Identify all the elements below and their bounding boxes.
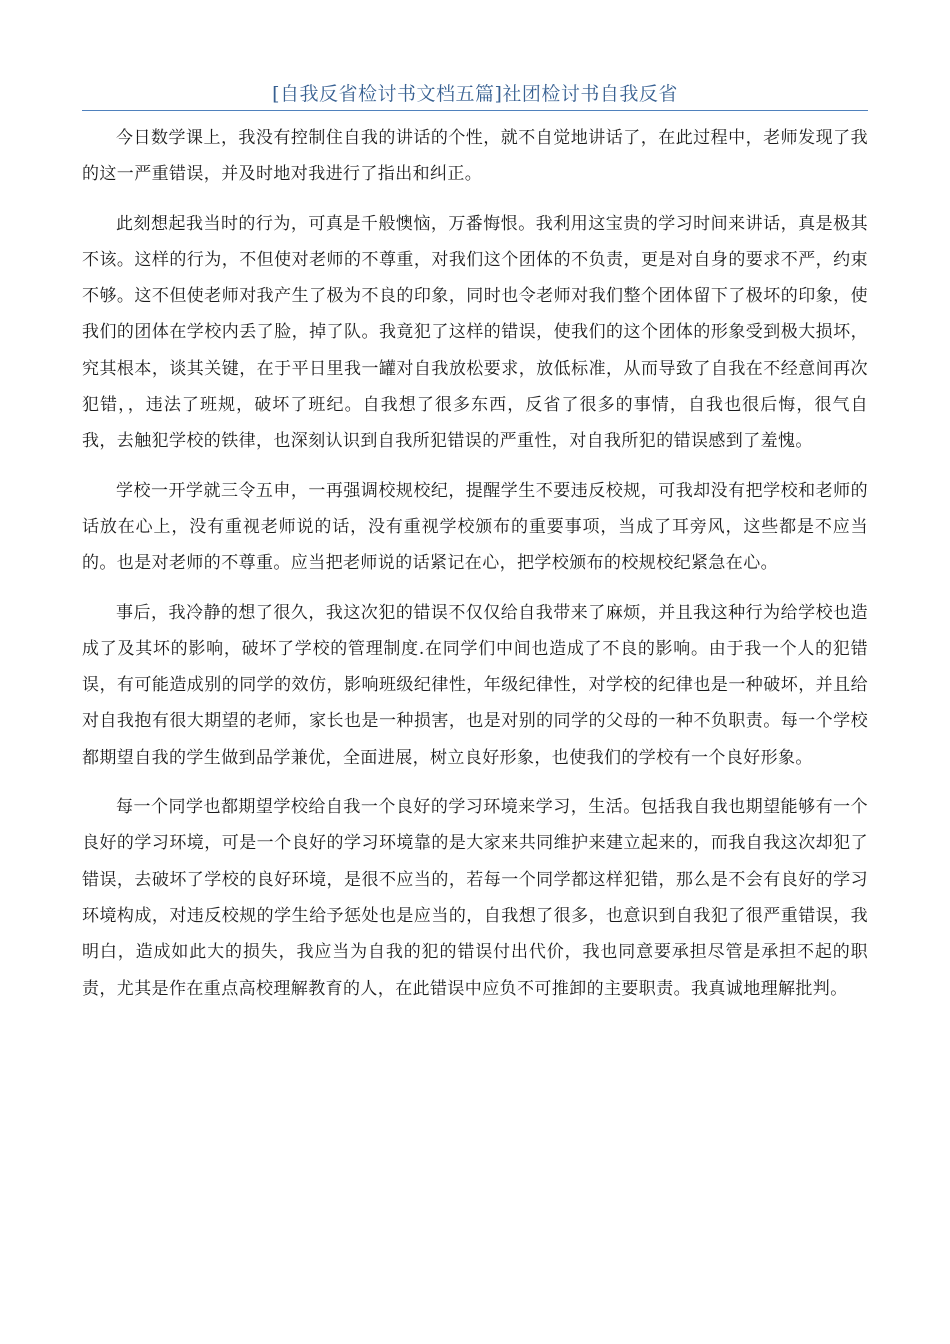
paragraph-3: 学校一开学就三令五申，一再强调校规校纪，提醒学生不要违反校规，可我却没有把学校和老师的话放在心上，没有重视老师说的话，没有重视学校颁布的重要事项，当成了耳旁风，这些都是不应当的。也是对老师的不尊重。应当把老师说的话紧记在心，把学校颁布的校规校纪紧急在心。 bbox=[82, 480, 868, 574]
page-header bbox=[82, 80, 868, 111]
document-title: [自我反省检讨书文档五篇]社团检讨书自我反省 bbox=[272, 83, 678, 105]
paragraph-2: 此刻想起我当时的行为，可真是千般懊恼，万番悔恨。我利用这宝贵的学习时间来讲话，真是极其不该。这样的行为，不但使对老师的不尊重，对我们这个团体的不负责，更是对自身的要求不严，约束不够。这不但使老师对我产生了极为不良的印象，同时也令老师对我们整个团体留下了极坏的印象，使我们的团体在学校内丢了脸，掉了队。我竟犯了这样的错误，使我们的这个团体的形象受到极大损坏，究其根本，谈其关键，在于平日里我一罐对自我放松要求，放低标准，从而导致了自我在不经意间再次犯错，，违法了班规，破坏了班纪。自我想了很多东西，反省了很多的事情，自我也很后悔，很气自我，去触犯学校的铁律，也深刻认识到自我所犯错误的严重性，对自我所犯的错误感到了羞愧。 bbox=[82, 213, 868, 452]
paragraph-1: 今日数学课上，我没有控制住自我的讲话的个性，就不自觉地讲话了，在此过程中，老师发现了我的这一严重错误，并及时地对我进行了指出和纠正。 bbox=[82, 128, 868, 185]
paragraph-4: 事后，我冷静的想了很久，我这次犯的错误不仅仅给自我带来了麻烦，并且我这种行为给学校也造成了及其坏的影响，破坏了学校的管理制度.在同学们中间也造成了不良的影响。由于我一个人的犯错误，有可能造成别的同学的效仿，影响班级纪律性，年级纪律性，对学校的纪律也是一种破坏，并且给对自我抱有很大期望的老师，家长也是一种损害，也是对别的同学的父母的一种不负职责。每一个学校都期望自我的学生做到品学兼优，全面进展，树立良好形象，也使我们的学校有一个良好形象。 bbox=[82, 602, 868, 768]
paragraph-5: 每一个同学也都期望学校给自我一个良好的学习环境来学习，生活。包括我自我也期望能够有一个良好的学习环境，可是一个良好的学习环境靠的是大家来共同维护来建立起来的，而我自我这次却犯了错误，去破坏了学校的良好环境，是很不应当的，若每一个同学都这样犯错，那么是不会有良好的学习环境构成，对违反校规的学生给予惩处也是应当的，自我想了很多，也意识到自我犯了很严重错误，我明白，造成如此大的损失，我应当为自我的犯的错误付出代价，我也同意要承担尽管是承担不起的职责，尤其是作在重点高校理解教育的人，在此错误中应负不可推卸的主要职责。我真诚地理解批判。 bbox=[82, 797, 868, 999]
document-body bbox=[82, 120, 868, 1020]
